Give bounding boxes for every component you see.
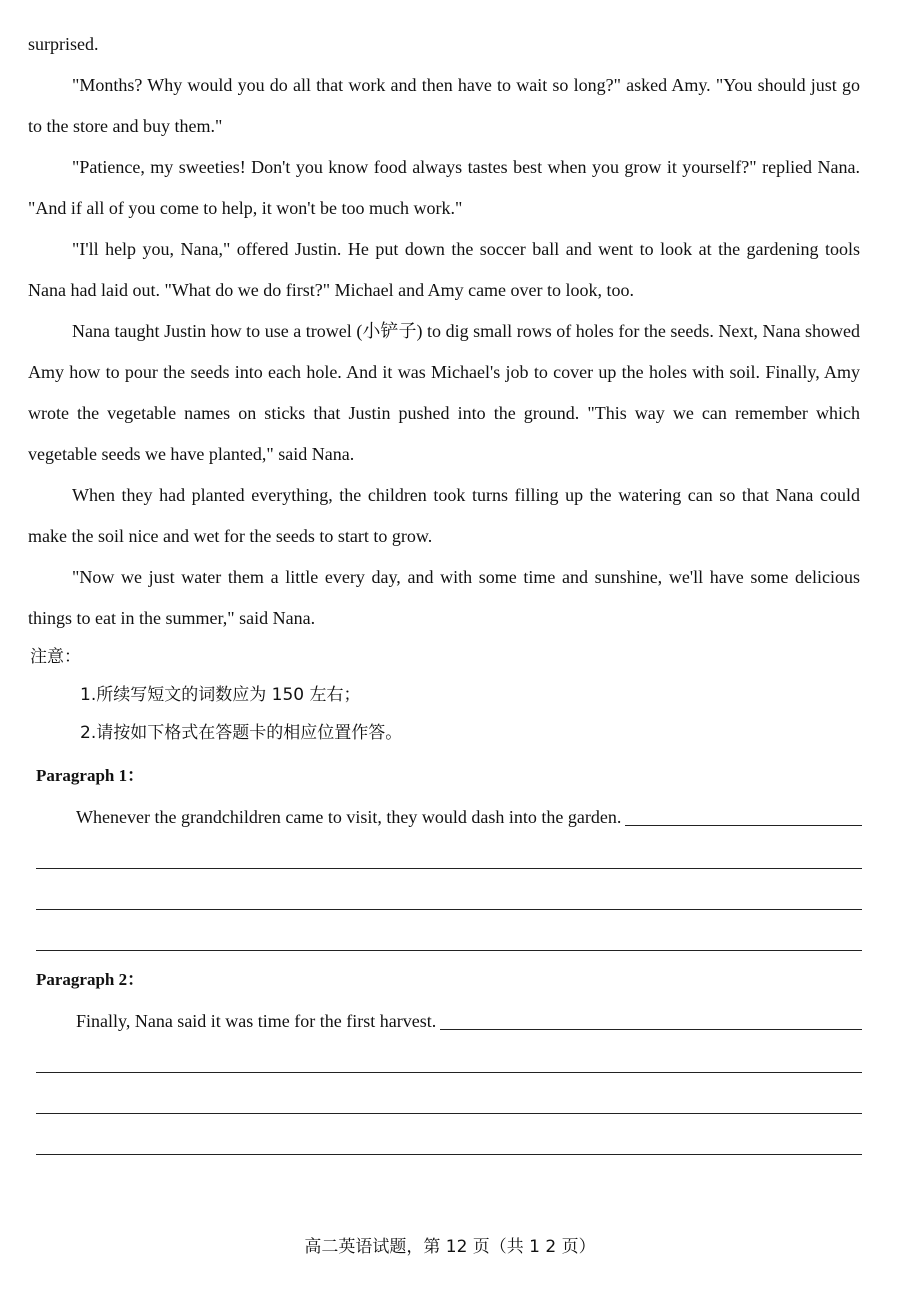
paragraph-1-label: Paragraph 1： <box>36 766 145 785</box>
answer-line[interactable] <box>36 1114 862 1155</box>
paragraph-2-section <box>36 968 862 1155</box>
story-paragraph-7: "Now we just water them a little every day, and with some time and sunshine, we'll have some delicious things to eat in the summer," said Nana. <box>28 567 860 628</box>
paragraph-1-section <box>36 764 862 951</box>
paragraph-1-starter-row <box>36 798 862 828</box>
story-paragraph-1: surprised. <box>28 34 99 54</box>
answer-line[interactable] <box>36 910 862 951</box>
paragraph-2-starter: Finally, Nana said it was time for the first harvest. <box>76 1011 437 1031</box>
note-item-word-count: 1.所续写短文的词数应为 150 左右； <box>80 685 361 705</box>
story-text <box>28 24 860 639</box>
story-paragraph-6: When they had planted everything, the children took turns filling up the watering can so that Nana could make the soil nice and wet for the seeds to start to grow. <box>28 485 860 546</box>
story-paragraph-2: "Months? Why would you do all that work and then have to wait so long?" asked Amy. "You should just go to the store and buy them." <box>28 75 860 136</box>
paragraph-1-starter: Whenever the grandchildren came to visit, they would dash into the garden. <box>76 807 622 827</box>
notes-section <box>30 638 860 752</box>
note-item-answer-format: 2.请按如下格式在答题卡的相应位置作答。 <box>80 723 403 743</box>
answer-line[interactable] <box>36 1032 862 1073</box>
paragraph-2-starter-row <box>36 1002 862 1032</box>
answer-line[interactable] <box>440 1029 862 1030</box>
answer-line[interactable] <box>625 825 862 826</box>
story-paragraph-3: "Patience, my sweeties! Don't you know food always tastes best when you grow it yourself?" replied Nana. "And if all of you come to help, it won't be too much work." <box>28 157 860 218</box>
paragraph-2-label: Paragraph 2： <box>36 970 145 989</box>
story-paragraph-4: "I'll help you, Nana," offered Justin. He put down the soccer ball and went to look at the gardening tools Nana had laid out. "What do we do first?" Michael and Amy came over to look, too. <box>28 239 860 300</box>
story-paragraph-5: Nana taught Justin how to use a trowel (小铲子) to dig small rows of holes for the seeds. Next, Nana showed Amy how to pour the seeds into each hole. And it was Michael's job to cover up the holes with soil. Finally, Amy wrote the vegetable names on sticks that Justin pushed into the ground. "This way we can remember which vegetable seeds we have planted," said Nana. <box>28 321 860 464</box>
page-footer: 高二英语试题，第 12 页（共 1 2 页） <box>304 1237 596 1257</box>
notes-heading: 注意： <box>30 647 81 667</box>
answer-line[interactable] <box>36 828 862 869</box>
answer-line[interactable] <box>36 869 862 910</box>
answer-line[interactable] <box>36 1073 862 1114</box>
